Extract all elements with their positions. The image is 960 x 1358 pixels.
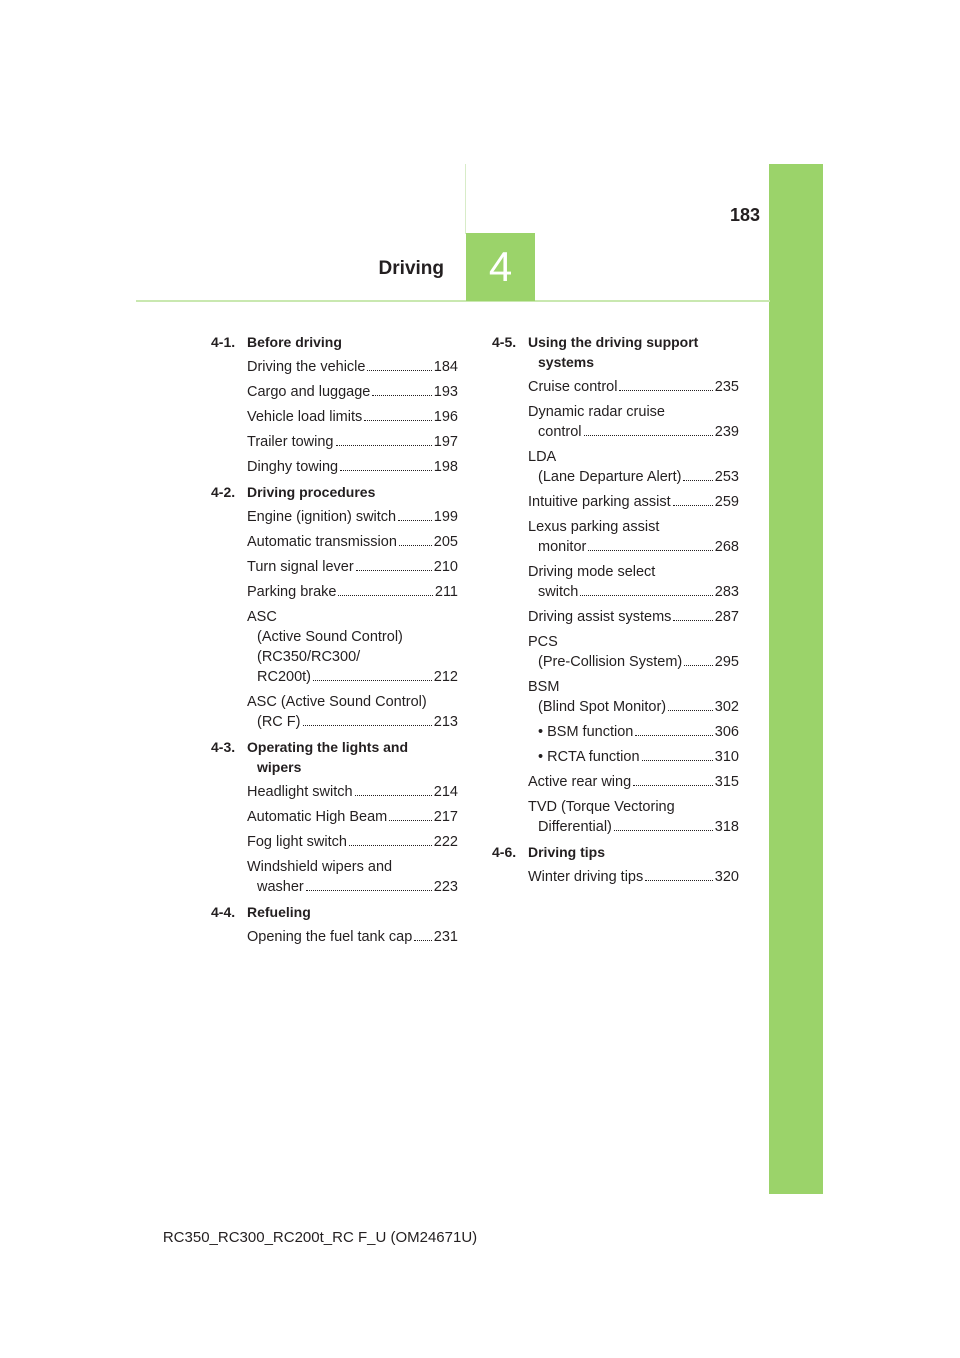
dot-leader — [399, 545, 432, 546]
chapter-side-tab — [769, 164, 823, 1194]
toc-entry-title: Automatic transmission — [247, 534, 397, 550]
toc-entry-row — [528, 697, 739, 717]
dot-leader — [673, 505, 713, 506]
toc-entry-row — [528, 422, 739, 442]
toc-entry-page: 259 — [714, 494, 739, 510]
toc-entry-title-line: (Pre-Collision System) — [538, 654, 683, 670]
header-divider-horizontal — [136, 300, 770, 302]
section-title — [247, 737, 408, 777]
dot-leader — [673, 620, 712, 621]
section-title-line: Operating the lights and — [247, 739, 409, 755]
toc-entry-title-line: monitor — [538, 539, 587, 555]
section-number: 4-6. — [492, 844, 517, 860]
toc-entry-row — [247, 407, 458, 427]
toc-section — [492, 842, 739, 887]
page-number: 183 — [729, 205, 760, 225]
toc-section — [211, 332, 458, 477]
toc-entry-title: Driving mode select — [528, 564, 656, 580]
toc-entry-link[interactable] — [247, 782, 458, 802]
toc-entry-title-line: (Active Sound Control) — [257, 629, 403, 645]
toc-entry-row — [247, 557, 458, 577]
toc-entry-link[interactable] — [528, 447, 739, 487]
toc-entry-link[interactable] — [528, 492, 739, 512]
toc-entry-title: Driving assist systems — [528, 609, 672, 625]
section-heading — [211, 737, 458, 777]
section-title — [247, 482, 375, 502]
toc-entry-title: • RCTA function — [538, 749, 640, 765]
toc-entry-link[interactable] — [528, 402, 739, 442]
toc-entry-link[interactable] — [528, 797, 739, 837]
toc-entry-link[interactable] — [247, 457, 458, 477]
dot-leader — [633, 785, 713, 786]
toc-entry-link[interactable] — [247, 807, 458, 827]
toc-right-column — [492, 332, 739, 892]
toc-entry-page: 295 — [714, 654, 739, 670]
toc-entry-title: BSM — [528, 679, 560, 695]
section-heading — [492, 332, 739, 372]
toc-entry-title-line: (RC350/RC300/ — [257, 649, 361, 665]
toc-entry-page: 235 — [714, 379, 739, 395]
toc-entry-title: Turn signal lever — [247, 559, 354, 575]
section-title-line: Before driving — [247, 334, 342, 350]
toc-entry-page: 302 — [714, 699, 739, 715]
toc-entry-row — [247, 507, 458, 527]
toc-entry-row — [247, 432, 458, 452]
toc-entry-title: Winter driving tips — [528, 869, 644, 885]
section-number: 4-4. — [211, 904, 236, 920]
section-heading — [211, 902, 458, 922]
toc-entry-page: 306 — [714, 724, 739, 740]
toc-entry-row — [528, 652, 739, 672]
toc-entry-row — [528, 467, 739, 487]
section-title-line: systems — [538, 354, 595, 370]
toc-section — [492, 332, 739, 837]
dot-leader — [367, 370, 431, 371]
toc-entry-row — [247, 807, 458, 827]
toc-entry-link[interactable] — [528, 517, 739, 557]
toc-section — [211, 902, 458, 947]
toc-entry-page: 211 — [434, 584, 458, 600]
toc-entry-title: TVD (Torque Vectoring — [528, 799, 675, 815]
toc-entry-title: Engine (ignition) switch — [247, 509, 397, 525]
dot-leader — [303, 725, 432, 726]
toc-entry-title: LDA — [528, 449, 557, 465]
toc-entry-row — [247, 457, 458, 477]
toc-entry-page: 310 — [714, 749, 739, 765]
section-number: 4-2. — [211, 484, 236, 500]
toc-entry-row — [247, 832, 458, 852]
dot-leader — [398, 520, 432, 521]
dot-leader — [338, 595, 432, 596]
toc-entry-page: 217 — [433, 809, 458, 825]
dot-leader — [588, 550, 712, 551]
toc-entry-title: Headlight switch — [247, 784, 353, 800]
toc-entry-row — [528, 492, 739, 512]
toc-entry-page: 222 — [433, 834, 458, 850]
toc-entry-title-line: RC200t) — [257, 669, 311, 685]
toc-entry-link[interactable] — [528, 377, 739, 397]
toc-entry-page: 184 — [433, 359, 458, 375]
toc-entry-page: 223 — [433, 879, 458, 895]
dot-leader — [614, 830, 713, 831]
toc-entry-link[interactable] — [528, 772, 739, 792]
dot-leader — [336, 445, 432, 446]
toc-entry-link[interactable] — [528, 632, 739, 672]
dot-leader — [389, 820, 432, 821]
toc-entry-title: Fog light switch — [247, 834, 347, 850]
toc-entry-link[interactable] — [528, 607, 739, 627]
toc-entry-link[interactable] — [247, 582, 458, 602]
section-heading — [211, 332, 458, 352]
toc-entry-row — [247, 877, 458, 897]
dot-leader — [619, 390, 712, 391]
toc-section — [211, 482, 458, 732]
section-title-line: wipers — [257, 759, 302, 775]
toc-entry-row — [247, 782, 458, 802]
toc-entry-page: 287 — [714, 609, 739, 625]
toc-entry-page: 315 — [714, 774, 739, 790]
toc-entry-title: Windshield wipers and — [247, 859, 393, 875]
toc-entry-title: Intuitive parking assist — [528, 494, 671, 510]
toc-entry-row — [528, 817, 739, 837]
toc-entry-link[interactable] — [247, 607, 458, 687]
toc-entry-page: 193 — [433, 384, 458, 400]
toc-entry-page: 239 — [714, 424, 739, 440]
toc-entry-row — [247, 712, 458, 732]
toc-entry-title-line: (RC F) — [257, 714, 301, 730]
toc-entry-page: 196 — [433, 409, 458, 425]
section-title-line: Using the driving support — [528, 334, 699, 350]
toc-entry-page: 210 — [433, 559, 458, 575]
toc-entry-page: 197 — [433, 434, 458, 450]
toc-entry-link[interactable] — [247, 857, 458, 897]
toc-entry-title: Automatic High Beam — [247, 809, 388, 825]
document-footer: RC350_RC300_RC200t_RC F_U (OM24671U) — [162, 1229, 478, 1246]
toc-entry-link[interactable] — [247, 692, 458, 732]
toc-entry-page: 213 — [433, 714, 458, 730]
toc-entry-title: Active rear wing — [528, 774, 632, 790]
chapter-title: Driving — [378, 258, 444, 279]
section-title-line: Driving procedures — [247, 484, 376, 500]
toc-entry-link[interactable] — [247, 532, 458, 552]
toc-entry-title: Dinghy towing — [247, 459, 339, 475]
toc-entry-page: 253 — [714, 469, 739, 485]
dot-leader — [364, 420, 432, 421]
dot-leader — [340, 470, 432, 471]
toc-entry-title: Vehicle load limits — [247, 409, 363, 425]
toc-entry-row — [528, 607, 739, 627]
toc-entry-page: 283 — [714, 584, 739, 600]
toc-entry-title-line: control — [538, 424, 582, 440]
toc-entry-link[interactable] — [528, 562, 739, 602]
toc-entry-row — [247, 382, 458, 402]
dot-leader — [349, 845, 432, 846]
dot-leader — [580, 595, 713, 596]
toc-entry-link[interactable] — [247, 927, 458, 947]
toc-entry-title: Cargo and luggage — [247, 384, 371, 400]
dot-leader — [372, 395, 431, 396]
section-number: 4-3. — [211, 739, 236, 755]
toc-entry-row — [247, 667, 458, 687]
toc-entry-link[interactable] — [247, 357, 458, 377]
toc-entry-link[interactable] — [247, 432, 458, 452]
toc-entry-title: ASC (Active Sound Control) — [247, 694, 427, 710]
toc-entry-title: Cruise control — [528, 379, 618, 395]
section-title — [247, 902, 311, 922]
toc-entry-link[interactable] — [528, 747, 739, 767]
toc-entry-row — [247, 927, 458, 947]
toc-entry-page: 231 — [433, 929, 458, 945]
toc-entry-row — [528, 582, 739, 602]
toc-entry-row — [528, 867, 739, 887]
toc-entry-page: 320 — [714, 869, 739, 885]
toc-entry-title-line: (Lane Departure Alert) — [538, 469, 682, 485]
dot-leader — [356, 570, 432, 571]
header-divider-vertical — [465, 164, 466, 234]
toc-section — [211, 737, 458, 897]
toc-entry-link[interactable] — [247, 407, 458, 427]
toc-entry-title-line: Differential) — [538, 819, 612, 835]
section-number: 4-1. — [211, 334, 236, 350]
toc-entry-page: 198 — [433, 459, 458, 475]
toc-entry-title: PCS — [528, 634, 558, 650]
dot-leader — [642, 760, 713, 761]
section-title-line: Driving tips — [528, 844, 606, 860]
toc-left-column — [211, 332, 458, 952]
toc-entry-title-line: (Blind Spot Monitor) — [538, 699, 667, 715]
dot-leader — [683, 480, 712, 481]
toc-entry-title: Lexus parking assist — [528, 519, 660, 535]
dot-leader — [306, 890, 432, 891]
section-number: 4-5. — [492, 334, 517, 350]
toc-entry-title-line: switch — [538, 584, 579, 600]
dot-leader — [414, 940, 432, 941]
dot-leader — [684, 665, 713, 666]
section-title — [247, 332, 342, 352]
section-title-line: Refueling — [247, 904, 311, 920]
toc-entry-link[interactable] — [528, 722, 739, 742]
dot-leader — [355, 795, 432, 796]
dot-leader — [668, 710, 713, 711]
toc-entry-page: 212 — [433, 669, 458, 685]
toc-entry-title: Driving the vehicle — [247, 359, 366, 375]
toc-entry-link[interactable] — [528, 677, 739, 717]
toc-entry-row — [528, 377, 739, 397]
toc-entry-row — [247, 582, 458, 602]
toc-entry-title: Parking brake — [247, 584, 337, 600]
toc-entry-title: • BSM function — [538, 724, 634, 740]
toc-entry-title: Opening the fuel tank cap — [247, 929, 413, 945]
toc-entry-link[interactable] — [247, 382, 458, 402]
toc-entry-page: 214 — [433, 784, 458, 800]
toc-entry-title-line: washer — [257, 879, 304, 895]
toc-entry-link[interactable] — [528, 867, 739, 887]
toc-entry-link[interactable] — [247, 832, 458, 852]
toc-entry-row — [247, 532, 458, 552]
toc-entry-row — [538, 722, 739, 742]
section-title — [528, 332, 698, 372]
section-heading — [211, 482, 458, 502]
dot-leader — [313, 680, 432, 681]
dot-leader — [635, 735, 712, 736]
toc-entry-row — [247, 357, 458, 377]
toc-entry-page: 205 — [433, 534, 458, 550]
section-title — [528, 842, 605, 862]
toc-entry-title: Dynamic radar cruise — [528, 404, 665, 420]
toc-entry-row — [528, 772, 739, 792]
toc-entry-row — [528, 537, 739, 557]
toc-entry-page: 268 — [714, 539, 739, 555]
section-heading — [492, 842, 739, 862]
toc-entry-link[interactable] — [247, 507, 458, 527]
toc-entry-page: 199 — [433, 509, 458, 525]
dot-leader — [584, 435, 713, 436]
toc-entry-title: Trailer towing — [247, 434, 334, 450]
toc-entry-page: 318 — [714, 819, 739, 835]
toc-entry-row — [538, 747, 739, 767]
dot-leader — [645, 880, 713, 881]
chapter-number-box: 4 — [466, 233, 535, 301]
toc-entry-link[interactable] — [247, 557, 458, 577]
toc-entry-title: ASC — [247, 609, 277, 625]
